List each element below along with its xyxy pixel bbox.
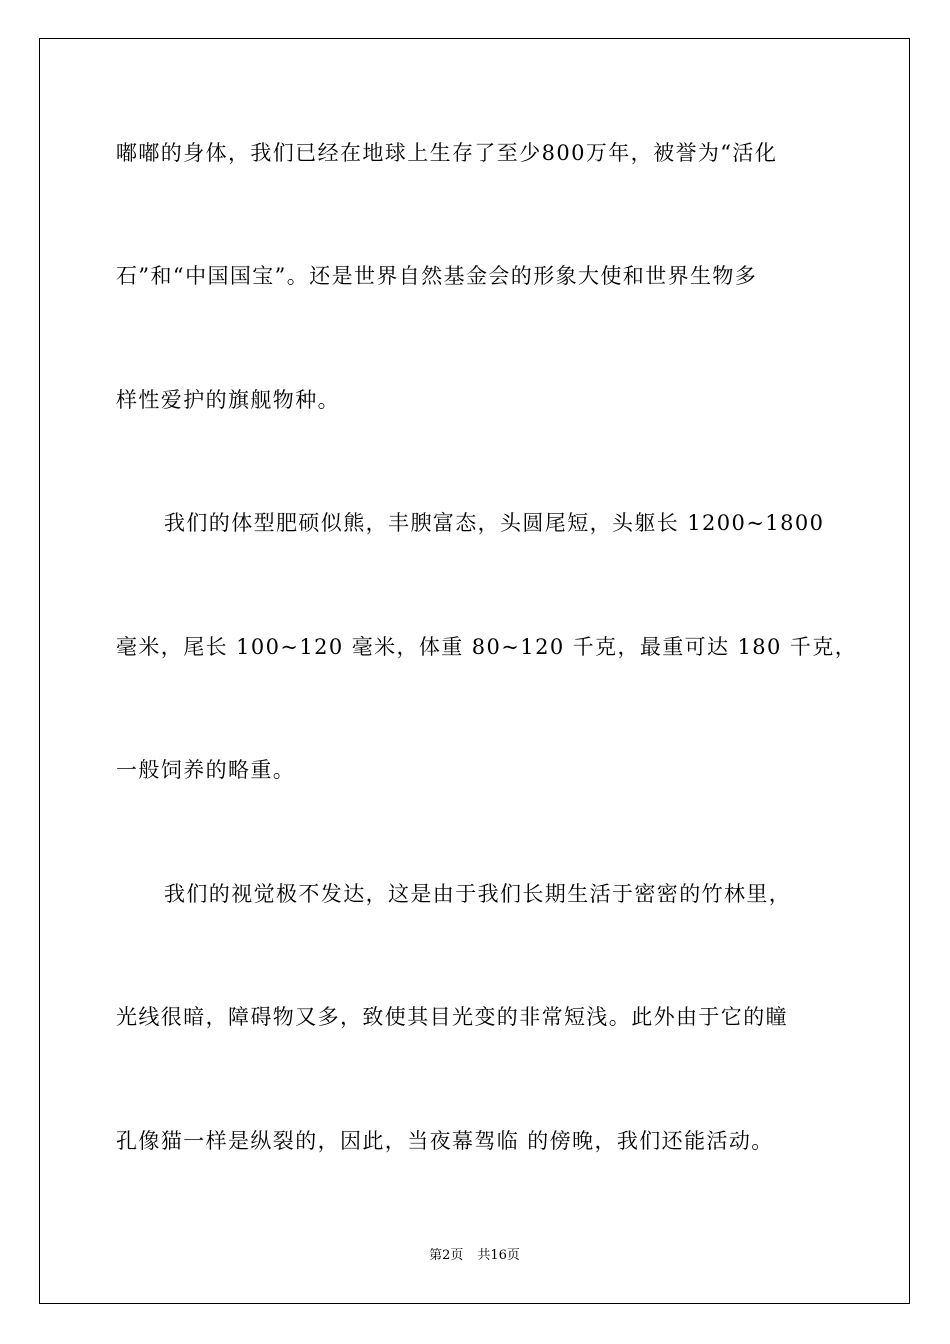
text-line-content: 一般饲养的略重。: [116, 758, 296, 782]
document-page: [39, 38, 910, 1304]
paragraph-first-line: [40, 509, 909, 537]
text-line: [40, 633, 909, 661]
text-line-content: 我们的视觉极不发达，这是由于我们长期生活于密密的竹林里，: [164, 882, 792, 906]
text-line: [40, 1127, 909, 1155]
text-line: [40, 1003, 909, 1031]
text-line-content: 毫米，尾长 100~120 毫米，体重 80~120 千克，最重可达 180 千克，: [116, 635, 858, 659]
paragraph-first-line: [40, 880, 909, 908]
text-line-content: 我们的体型肥硕似熊，丰腴富态，头圆尾短，头躯长 1200~1800: [164, 511, 825, 535]
page-footer: [40, 1248, 909, 1264]
text-line: [40, 386, 909, 414]
text-line: [40, 756, 909, 784]
text-line-content: 样性爱护的旗舰物种。: [116, 388, 340, 412]
text-line-content: 孔像猫一样是纵裂的，因此，当夜幕驾临 的傍晚，我们还能活动。: [116, 1129, 774, 1153]
text-line: [40, 262, 909, 290]
text-line-content: 光线很暗，障碍物又多，致使其目光变的非常短浅。此外由于它的瞳: [116, 1005, 788, 1029]
text-line-content: 石”和“中国国宝”。还是世界自然基金会的形象大使和世界生物多: [116, 264, 758, 288]
page-total: 共16页: [477, 1248, 520, 1263]
text-line-content: 嘟嘟的身体，我们已经在地球上生存了至少800万年，被誉为“活化: [116, 141, 778, 165]
page-number: 第2页: [429, 1248, 464, 1263]
text-line: [40, 139, 909, 167]
